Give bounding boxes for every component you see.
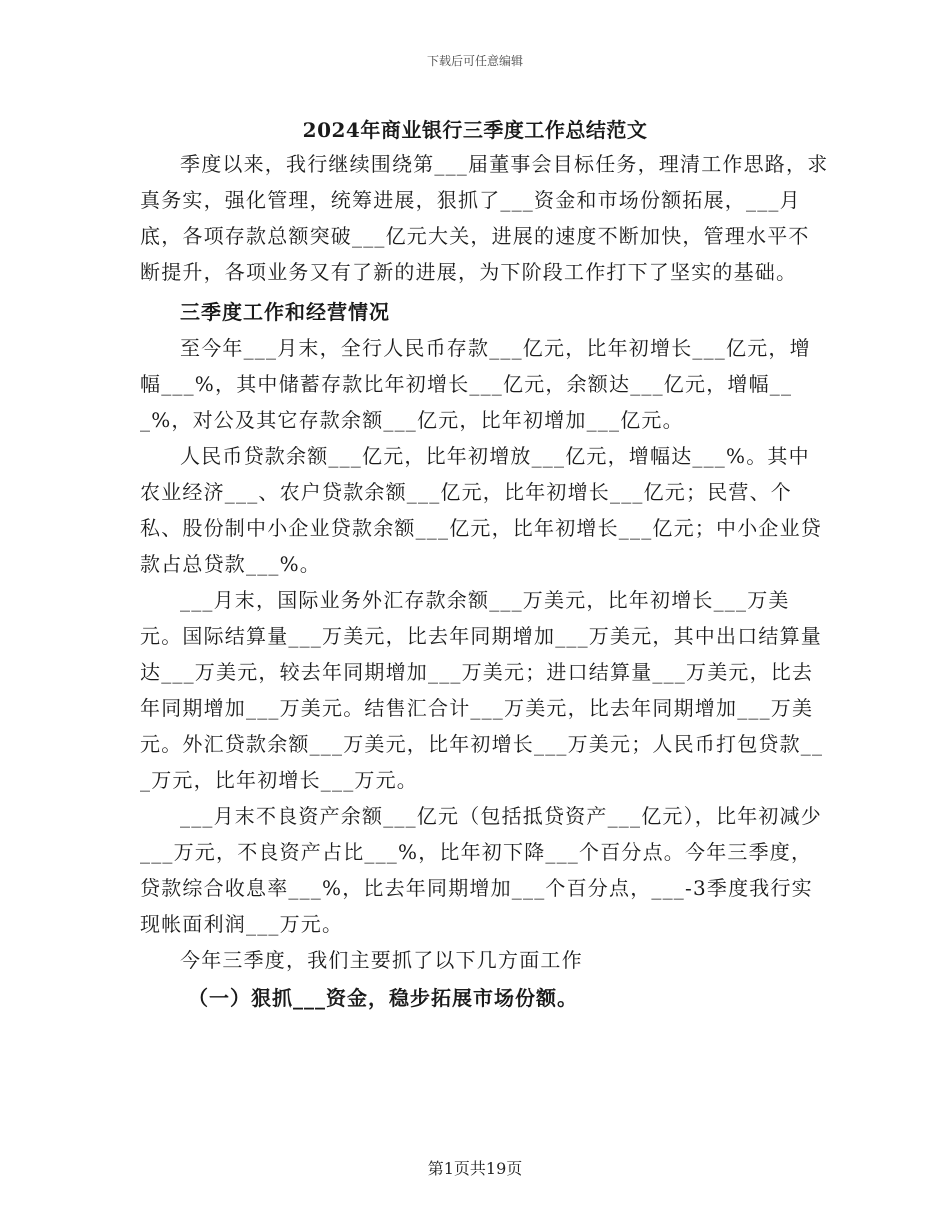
paragraph-deposits: 至今年___月末，全行人民币存款___亿元，比年初增长___亿元，增幅___%，其中储蓄存款比年初增长___亿元，余额达___亿元，增幅___%，对公及其它存款余额___亿元，比年初增加___亿元。 xyxy=(140,336,811,432)
sub-heading-1: （一）狠抓___资金，稳步拓展市场份额。 xyxy=(188,986,578,1010)
page-footer: 第1页共19页 xyxy=(427,1159,523,1178)
header-note: 下载后可任意编辑 xyxy=(426,54,523,68)
paragraph-loans: 人民币贷款余额___亿元，比年初增放___亿元，增幅达___%。其中农业经济___、农户贷款余额___亿元，比年初增长___亿元；民营、个私、股份制中小企业贷款余额___亿元，比年初增长___亿元；中小企业贷款占总贷款___%。 xyxy=(140,444,822,576)
paragraph-intro: 季度以来，我行继续围绕第___届董事会目标任务，理清工作思路，求真务实，强化管理，统筹进展，狠抓了___资金和市场份额拓展，___月底，各项存款总额突破___亿元大关，进展的速度不断加快，管理水平不断提升，各项业务又有了新的进展，为下阶段工作打下了坚实的基础。 xyxy=(140,152,829,284)
document-body xyxy=(140,146,830,1018)
document-title: 2024年商业银行三季度工作总结范文 xyxy=(302,118,648,142)
paragraph-work-intro: 今年三季度，我们主要抓了以下几方面工作 xyxy=(180,948,583,972)
paragraph-international-business: ___月末，国际业务外汇存款余额___万美元，比年初增长___万美元。国际结算量___万美元，比去年同期增加___万美元，其中出口结算量达___万美元，较去年同期增加___万美元；进口结算量___万美元，比去年同期增加___万美元。结售汇合计___万美元，比去年同期增加___万美元。外汇贷款余额___万美元，比年初增长___万美元；人民币打包贷款___万元，比年初增长___万元。 xyxy=(140,588,824,792)
paragraph-non-performing-assets: ___月末不良资产余额___亿元（包括抵贷资产___亿元），比年初减少___万元，不良资产占比___%，比年初下降___个百分点。今年三季度，贷款综合收息率___%，比去年同期增加___个百分点，___-3季度我行实现帐面利润___万元。 xyxy=(140,804,822,936)
section-heading-q3-operations: 三季度工作和经营情况 xyxy=(180,300,390,324)
